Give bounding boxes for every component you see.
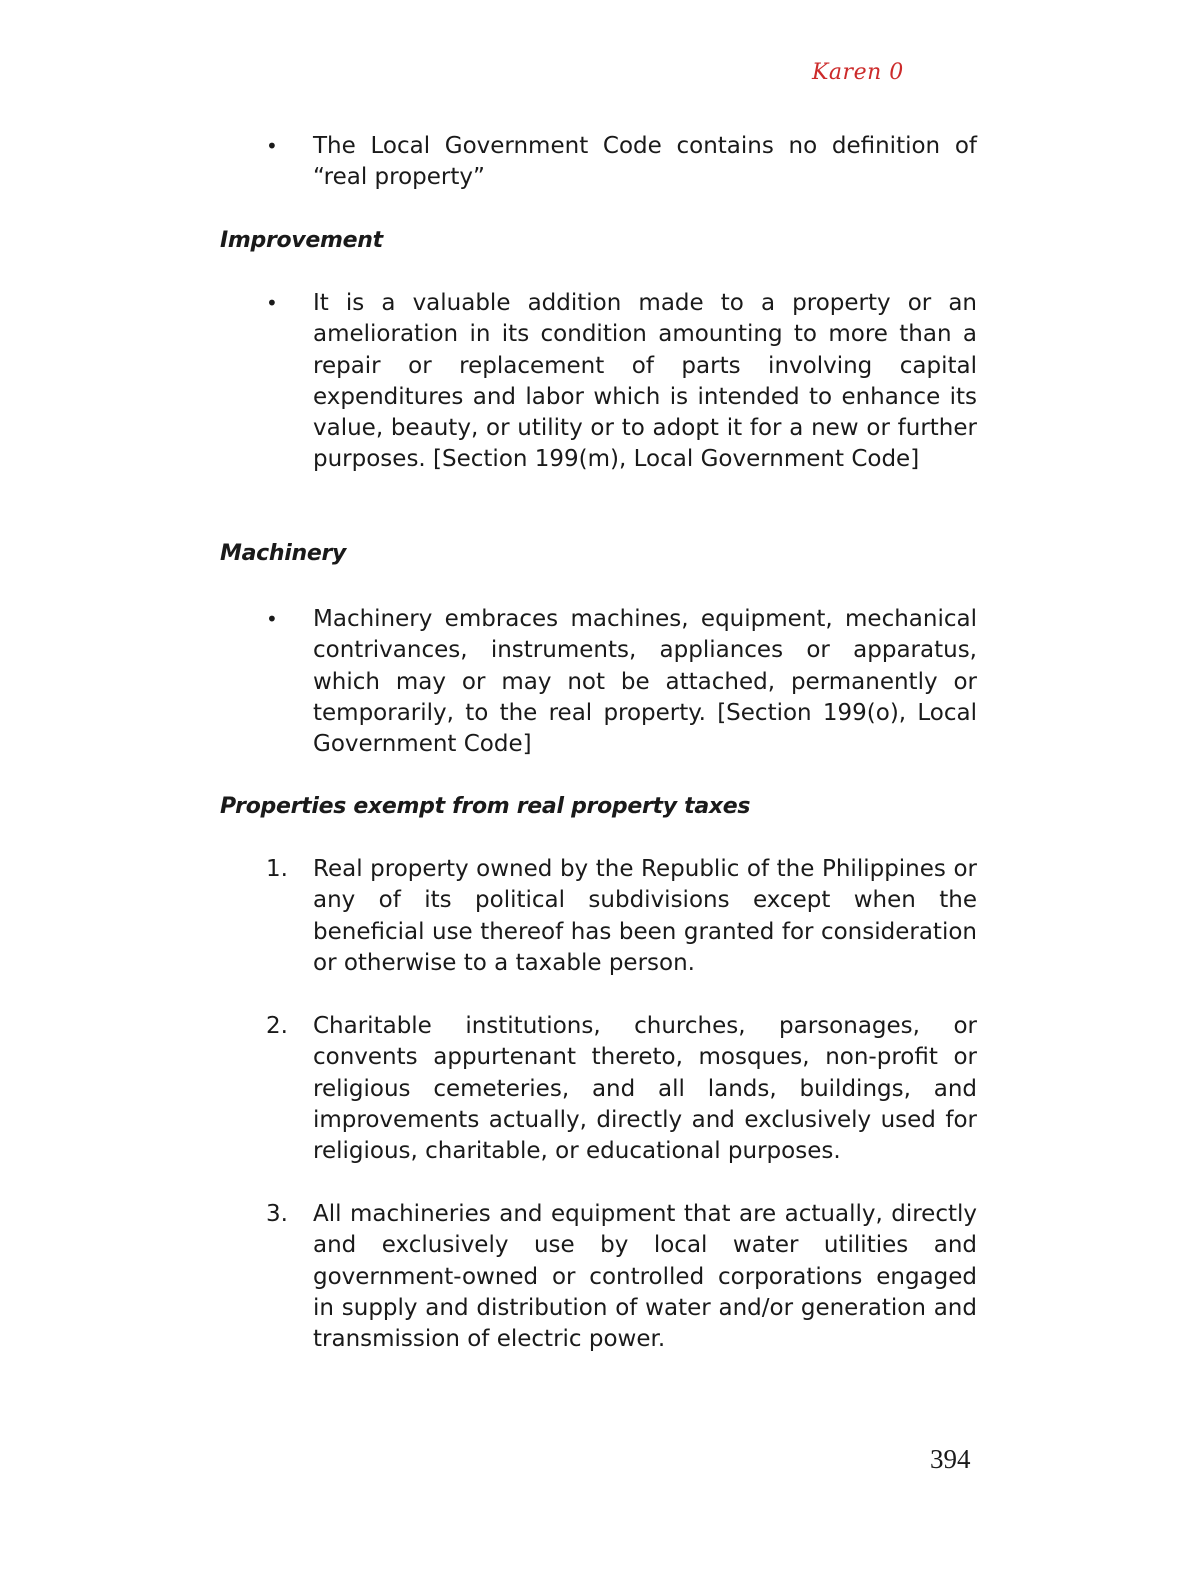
improvement-definition: It is a valuable addition made to a property or an amelioration in its condition amounting to more than a repair or replacement of parts involving capital expenditures and labor which is intended to enhance its value, beauty, or utility or to adopt it for a new or further purposes. [Section 199(m), Local Government Code] [313, 290, 977, 473]
machinery-heading: Machinery [220, 541, 347, 566]
bullet-marker: • [266, 134, 278, 158]
list-number: 3. [266, 1201, 288, 1227]
bullet-marker: • [266, 291, 278, 315]
improvement-heading: Improvement [220, 228, 383, 253]
list-item: Charitable institutions, churches, parsonages, or convents appurtenant thereto, mosques, non-profit or religious cemeteries, and all lands, buildings, and improvements actually, directly and exclusively used for religious, charitable, or educational purposes. [313, 1013, 977, 1165]
bullet-marker: • [266, 607, 278, 631]
list-number: 2. [266, 1013, 288, 1039]
header-mark: Karen 0 [812, 60, 904, 85]
list-number: 1. [266, 856, 288, 882]
list-item: Real property owned by the Republic of the Philippines or any of its political subdivisions except when the beneficial use thereof has been granted for consideration or otherwise to a taxable person. [313, 856, 977, 976]
machinery-definition: Machinery embraces machines, equipment, mechanical contrivances, instruments, appliances or apparatus, which may or may not be attached, permanently or temporarily, to the real property. [Section 199(o), Local Government Code] [313, 606, 977, 758]
page-number: 394 [930, 1444, 971, 1474]
exempt-heading: Properties exempt from real property taxes [220, 794, 751, 819]
intro-bullet-text: The Local Government Code contains no definition of “real property” [313, 133, 977, 191]
list-item: All machineries and equipment that are actually, directly and exclusively use by local water utilities and government-owned or controlled corporations engaged in supply and distribution of water and/or generation and transmission of electric power. [313, 1201, 977, 1353]
